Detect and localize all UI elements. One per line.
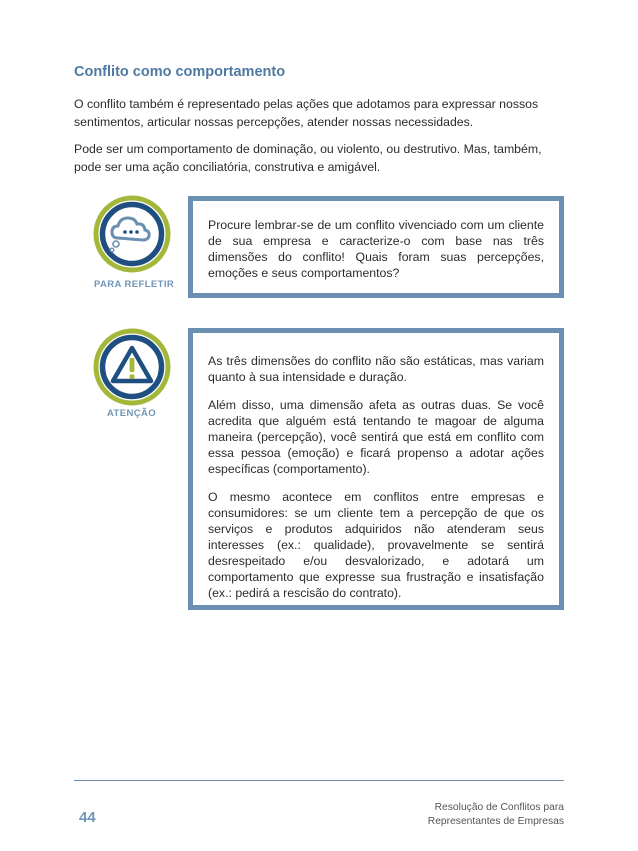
footer-line: Representantes de Empresas <box>427 816 564 827</box>
attention-paragraph: Além disso, uma dimensão afeta as outras duas. Se você acredita que alguém está tentando te magoar de alguma maneira (percepção), você sentirá que está em conflito com essa pessoa (emoção) e ficará propenso a adotar ações específicas (comportamento). <box>208 398 544 476</box>
thought-cloud-icon <box>92 194 172 274</box>
footer-line: Resolução de Conflitos para <box>434 802 564 813</box>
body-paragraph: Pode ser um comportamento de dominação, ou violento, ou destrutivo. Mas, também, pode ser uma ação conciliatória, construtiva e amigável. <box>74 142 542 174</box>
page-number: 44 <box>79 809 96 826</box>
attention-paragraph: As três dimensões do conflito não são estáticas, mas variam quanto à sua intensidade e duração. <box>208 354 544 384</box>
section-title: Conflito como comportamento <box>74 64 286 80</box>
attention-paragraph: O mesmo acontece em conflitos entre empresas e consumidores: se um cliente tem a percepção de que os serviços e produtos adquiridos não atenderam seus interesses (ex.: qualidade), provavelmente se sentirá desrespeitado e/ou desvalorizado, e adotará um comportamento que expresse sua frustração e insatisfação (ex.: pedirá a rescisão do contrato). <box>208 490 544 600</box>
reflect-box <box>188 196 564 298</box>
reflect-label: PARA REFLETIR <box>94 279 175 290</box>
reflect-text: Procure lembrar-se de um conflito vivenciado com um cliente de sua empresa e caracterize-o com base nas três dimensões do conflito! Quais foram suas percepções, emoções e seus comportamentos? <box>208 218 544 280</box>
footer-divider <box>74 780 564 781</box>
attention-box <box>188 328 564 610</box>
warning-triangle-icon <box>92 327 172 407</box>
body-paragraph: O conflito também é representado pelas ações que adotamos para expressar nossos sentimentos, articular nossas percepções, atender nossas necessidades. <box>74 97 539 129</box>
footer-book-title <box>428 801 564 829</box>
attention-label: ATENÇÃO <box>107 408 157 419</box>
